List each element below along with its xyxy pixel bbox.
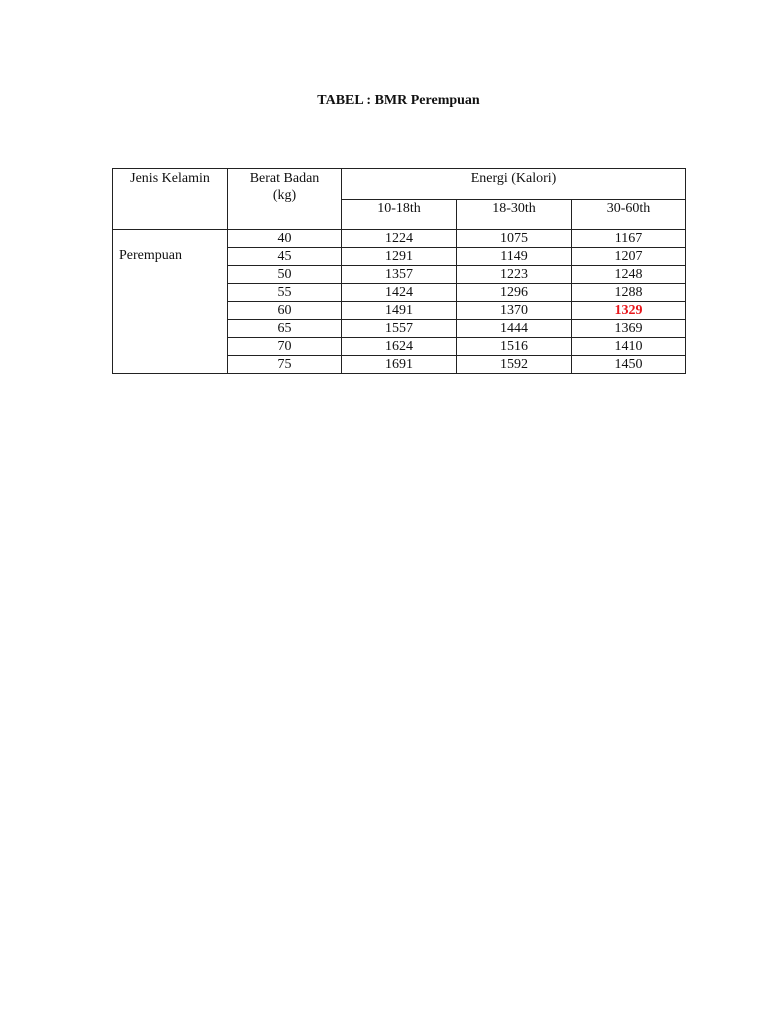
energy-cell: 1557 [342, 320, 457, 338]
weight-cell: 55 [228, 284, 342, 302]
energy-cell: 1592 [457, 356, 572, 374]
header-age-18-30: 18-30th [457, 200, 572, 230]
header-age-10-18: 10-18th [342, 200, 457, 230]
energy-cell: 1424 [342, 284, 457, 302]
weight-cell: 40 [228, 230, 342, 248]
page-title: TABEL : BMR Perempuan [317, 93, 480, 108]
header-berat-badan-line2: (kg) [272, 188, 297, 203]
energy-cell: 1369 [572, 320, 686, 338]
gender-cell: Perempuan [113, 230, 228, 374]
energy-cell: 1291 [342, 248, 457, 266]
weight-cell: 45 [228, 248, 342, 266]
energy-cell: 1075 [457, 230, 572, 248]
header-berat-badan [228, 169, 342, 230]
bmr-table [112, 168, 686, 374]
energy-cell: 1296 [457, 284, 572, 302]
energy-cell: 1167 [572, 230, 686, 248]
energy-cell: 1516 [457, 338, 572, 356]
table-header-row [113, 169, 686, 200]
energy-cell: 1410 [572, 338, 686, 356]
energy-cell: 1223 [457, 266, 572, 284]
energy-cell: 1288 [572, 284, 686, 302]
energy-cell-highlighted: 1329 [572, 302, 686, 320]
table-row [113, 230, 686, 248]
energy-cell: 1491 [342, 302, 457, 320]
energy-cell: 1357 [342, 266, 457, 284]
energy-cell: 1624 [342, 338, 457, 356]
energy-cell: 1207 [572, 248, 686, 266]
energy-cell: 1444 [457, 320, 572, 338]
weight-cell: 60 [228, 302, 342, 320]
energy-cell: 1450 [572, 356, 686, 374]
header-berat-badan-line1: Berat Badan [249, 171, 320, 186]
energy-cell: 1370 [457, 302, 572, 320]
weight-cell: 70 [228, 338, 342, 356]
energy-cell: 1224 [342, 230, 457, 248]
energy-cell: 1149 [457, 248, 572, 266]
energy-cell: 1248 [572, 266, 686, 284]
energy-cell: 1691 [342, 356, 457, 374]
header-energi: Energi (Kalori) [342, 169, 686, 200]
weight-cell: 50 [228, 266, 342, 284]
header-jenis-kelamin: Jenis Kelamin [113, 169, 228, 230]
header-age-30-60: 30-60th [572, 200, 686, 230]
weight-cell: 65 [228, 320, 342, 338]
weight-cell: 75 [228, 356, 342, 374]
